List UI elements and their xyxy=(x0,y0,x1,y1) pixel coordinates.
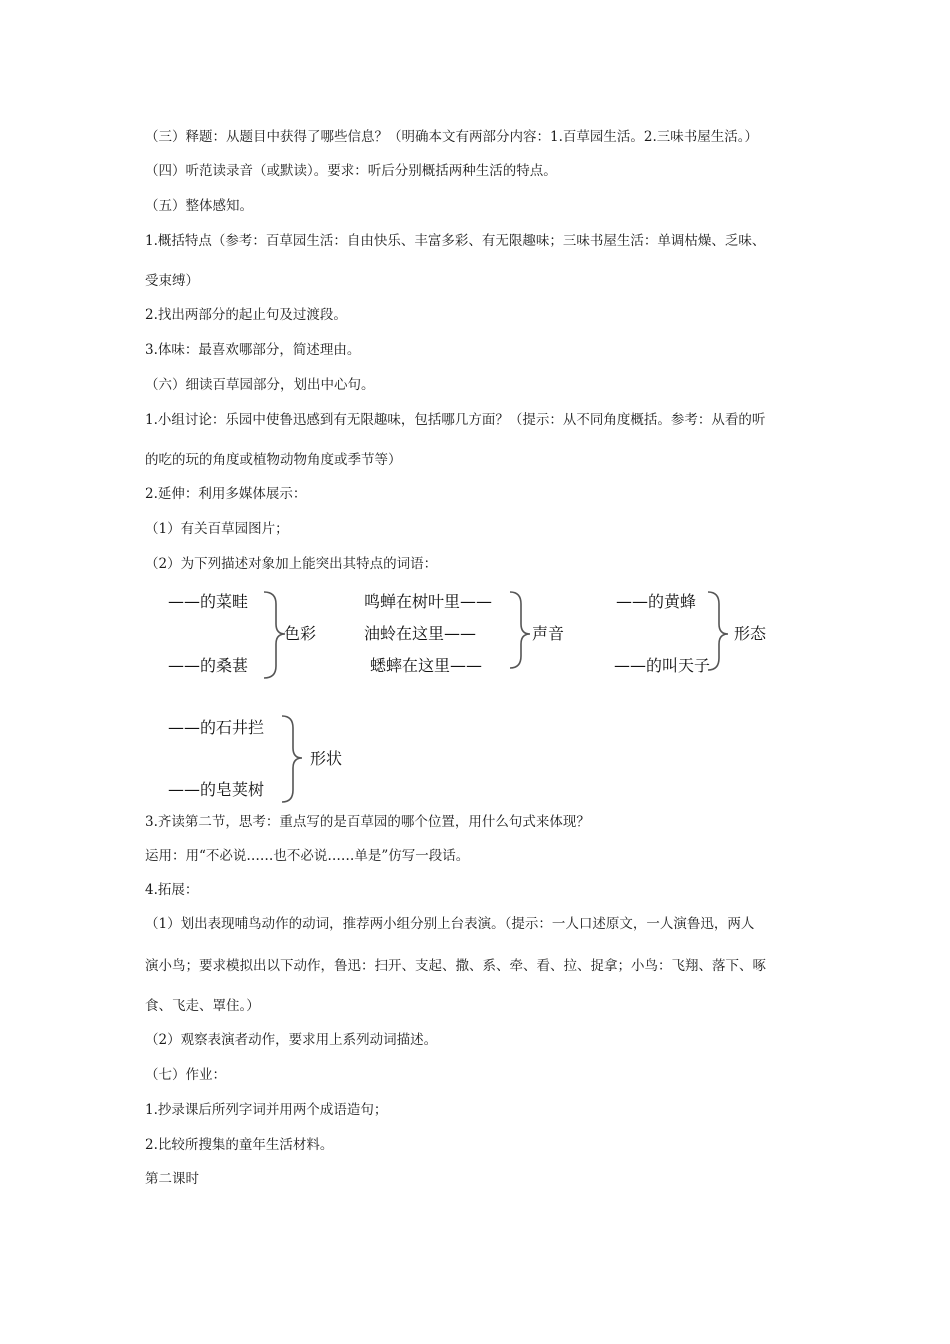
text-line: 的吃的玩的角度或植物动物角度或季节等） xyxy=(145,452,402,468)
color-label: 色彩 xyxy=(284,624,317,643)
brace-shape xyxy=(282,716,302,802)
brace-color xyxy=(264,592,285,678)
form-item: ——的黄蜂 xyxy=(616,592,697,611)
sound-label: 声音 xyxy=(532,624,565,643)
text-line: （三）释题：从题目中获得了哪些信息？（明确本文有两部分内容：1.百草园生活。2.三味书屋生活。） xyxy=(145,129,759,145)
text-line: （七）作业： xyxy=(145,1067,226,1083)
text-line: （1）划出表现哺鸟动作的动词，推荐两小组分别上台表演。（提示：一人口述原文，一人演鲁迅，两人 xyxy=(145,916,755,932)
text-line: （六）细读百草园部分，划出中心句。 xyxy=(145,377,375,393)
color-item: ——的菜畦 xyxy=(168,592,249,611)
text-line: 运用：用“不必说……也不必说……单是”仿写一段话。 xyxy=(145,848,470,864)
text-line: 食、飞走、罩住。） xyxy=(145,998,260,1014)
text-line: 3.体味：最喜欢哪部分，简述理由。 xyxy=(145,342,361,358)
text-line: 4.拓展： xyxy=(145,882,199,898)
text-line: 受束缚） xyxy=(145,273,199,289)
text-line: 1.抄录课后所列字词并用两个成语造句； xyxy=(145,1102,388,1118)
text-line: （1）有关百草园图片； xyxy=(145,521,289,537)
text-line: （2）观察表演者动作，要求用上系列动词描述。 xyxy=(145,1032,438,1048)
shape-item: ——的石井拦 xyxy=(168,718,265,737)
text-line: （四）听范读录音（或默读）。要求：听后分别概括两种生活的特点。 xyxy=(145,163,557,179)
text-line: 2.找出两部分的起止句及过渡段。 xyxy=(145,307,347,323)
form-label: 形态 xyxy=(734,624,767,643)
text-line: 1.概括特点（参考：百草园生活：自由快乐、丰富多彩、有无限趣味；三味书屋生活：单调枯燥、乏味、 xyxy=(145,233,766,249)
shape-label: 形状 xyxy=(310,749,343,768)
text-line: 2.延伸：利用多媒体展示： xyxy=(145,486,307,502)
text-line: 2.比较所搜集的童年生活材料。 xyxy=(145,1137,334,1153)
section-heading: 第二课时 xyxy=(145,1171,199,1187)
form-item: ——的叫天子 xyxy=(614,656,711,675)
color-item: ——的桑葚 xyxy=(168,656,249,675)
brace-sound xyxy=(510,592,530,668)
sound-item: 油蛉在这里—— xyxy=(364,624,477,643)
text-line: 1.小组讨论：乐园中使鲁迅感到有无限趣味，包括哪几方面？（提示：从不同角度概括。参考：从看的听 xyxy=(145,412,766,428)
text-line: （2）为下列描述对象加上能突出其特点的词语： xyxy=(145,556,438,572)
shape-item: ——的皂荚树 xyxy=(168,780,265,799)
sound-item: 鸣蝉在树叶里—— xyxy=(364,592,493,611)
text-line: （五）整体感知。 xyxy=(145,198,253,214)
text-line: 3.齐读第二节，思考：重点写的是百草园的哪个位置，用什么句式来体现？ xyxy=(145,814,590,830)
text-line: 演小鸟；要求模拟出以下动作，鲁迅：扫开、支起、撒、系、牵、看、拉、捉拿；小鸟：飞翔、落下、啄 xyxy=(145,958,766,974)
sound-item: 蟋蟀在这里—— xyxy=(370,656,483,675)
brace-form xyxy=(708,592,728,670)
